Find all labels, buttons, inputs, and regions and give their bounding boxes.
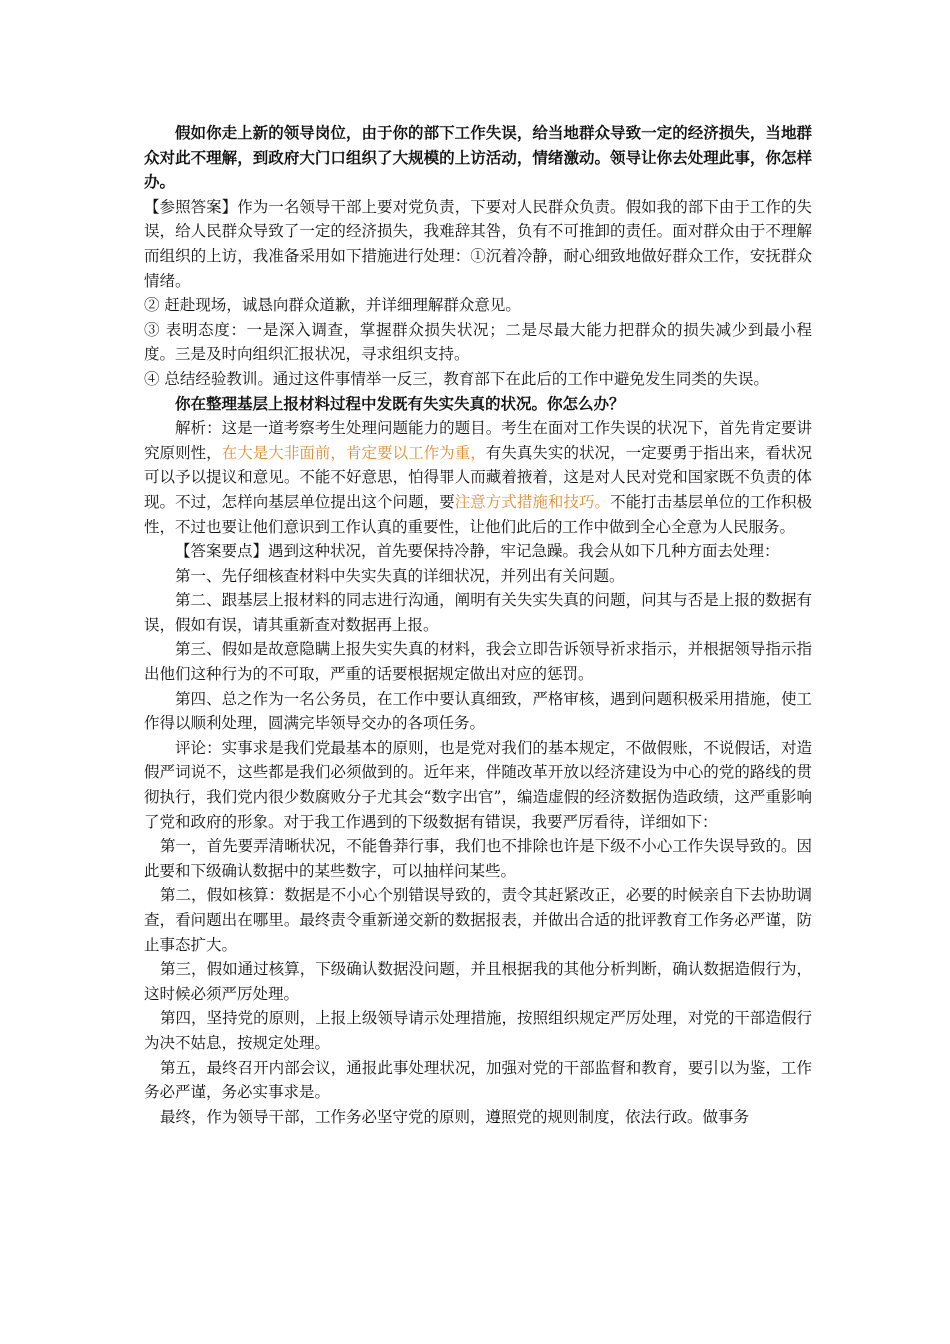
analysis-text-1: 解析：这是一道考察考生处理问题能力的题目。考生在面对工作失误的状况下，首先肯定要讲究原则性， [144, 419, 812, 462]
answer-1-point-3: ③ 表明态度：一是深入调查，掌握群众损失状况；二是尽最大能力把群众的损失减少到最小程度。三是及时向组织汇报状况，寻求组织支持。 [144, 320, 812, 364]
comment-point-4: 第四，坚持党的原则，上报上级领导请示处理措施，按照组织规定严厉处理，对党的干部造假行为决不姑息，按规定处理。 [144, 1009, 812, 1052]
question-2: 你在整理基层上报材料过程中发既有失实失真的状况。你怎么办？ [175, 393, 625, 413]
comment-paragraph: 评论：实事求是我们党最基本的原则，也是党对我们的基本规定，不做假账，不说假话，对造假严词说不，这些都是我们必须做到的。近年来，伴随改革开放以经济建设为中心的党的路线的贯彻执行，我们党内很少数腐败分子尤其会“数字出官”，编造虚假的经济数据伪造政绩，这严重影响了党和政府的形象。对于我工作遇到的下级数据有错误，我要严厉看待，详细如下： [144, 738, 812, 831]
comment-point-2: 第二，假如核算：数据是不小心个别错误导致的，责令其赶紧改正，必要的时候亲自下去协助调查，看问题出在哪里。最终责令重新递交新的数据报表，并做出合适的批评教育工作务必严谨，防止事态扩大。 [144, 886, 812, 954]
analysis-highlight-2: 注意方式措施和技巧。 [454, 492, 611, 511]
document-body [144, 121, 812, 1129]
comment-point-3: 第三，假如通过核算，下级确认数据没问题，并且根据我的其他分析判断，确认数据造假行为，这时候必须严厉处理。 [144, 960, 812, 1003]
step-3: 第三、假如是故意隐瞒上报失实失真的材料，我会立即告诉领导祈求指示，并根据领导指示指出他们这种行为的不可取，严重的话要根据规定做出对应的惩罚。 [144, 640, 812, 684]
step-2: 第二、跟基层上报材料的同志进行沟通，阐明有关失实失真的问题，问其与否是上报的数据有误，假如有误，请其重新查对数据再上报。 [144, 591, 812, 634]
answer-1-intro: 【参照答案】作为一名领导干部上要对党负责，下要对人民群众负责。假如我的部下由于工作的失误，给人民群众导致了一定的经济损失，我难辞其咎，负有不可推卸的责任。面对群众由于不理解而组织的上访，我准备采用如下措施进行处理：①沉着冷静，耐心细致地做好群众工作，安抚群众情绪。 [144, 197, 812, 290]
answer-1-point-2: ② 赶赴现场，诚恳向群众道歉，并详细理解群众意见。 [144, 296, 521, 315]
analysis-paragraph [144, 416, 812, 539]
final-paragraph: 最终，作为领导干部，工作务必坚守党的原则，遵照党的规则制度，依法行政。做事务 [160, 1107, 750, 1126]
comment-point-5: 第五，最终召开内部会议，通报此事处理状况，加强对党的干部监督和教育，要引以为鉴，工作务必严谨，务必实事求是。 [144, 1058, 812, 1102]
step-1: 第一、先仔细核查材料中失实失真的详细状况，并列出有关问题。 [175, 566, 625, 585]
question-1: 假如你走上新的领导岗位，由于你的部下工作失误，给当地群众导致一定的经济损失，当地群众对此不理解，到政府大门口组织了大规模的上访活动，情绪激动。领导让你去处理此事，你怎样办。 [144, 123, 812, 192]
analysis-highlight-1: 在大是大非面前，肯定要以工作为重， [221, 443, 486, 462]
key-points-paragraph: 【答案要点】遇到这种状况，首先要保持冷静，牢记急躁。我会从如下几种方面去处理： [175, 542, 780, 561]
answer-1-point-4: ④ 总结经验教训。通过这件事情举一反三，教育部下在此后的工作中避免发生同类的失误。 [144, 369, 769, 388]
analysis-text-2: 有失真失实的状况，一定要勇于指出来，看状况可以予以提议和意见。不能不好意思，怕得罪人而藏着掖着，这是对人民对党和国家既不负责的体现。不过，怎样向基层单位提出这个问题，要 [144, 443, 812, 511]
comment-point-1: 第一，首先要弄清晰状况，不能鲁莽行事，我们也不排除也许是下级不小心工作失误导致的。因此要和下级确认数据中的某些数字，可以抽样问某些。 [144, 837, 812, 880]
step-4: 第四、总之作为一名公务员，在工作中要认真细致，严格审核，遇到问题积极采用措施，使工作得以顺利处理，圆满完毕领导交办的各项任务。 [144, 689, 812, 733]
analysis-text-3: 不能打击基层单位的工作积极性，不过也要让他们意识到工作认真的重要性，让他们此后的工作中做到全心全意为人民服务。 [144, 492, 812, 536]
